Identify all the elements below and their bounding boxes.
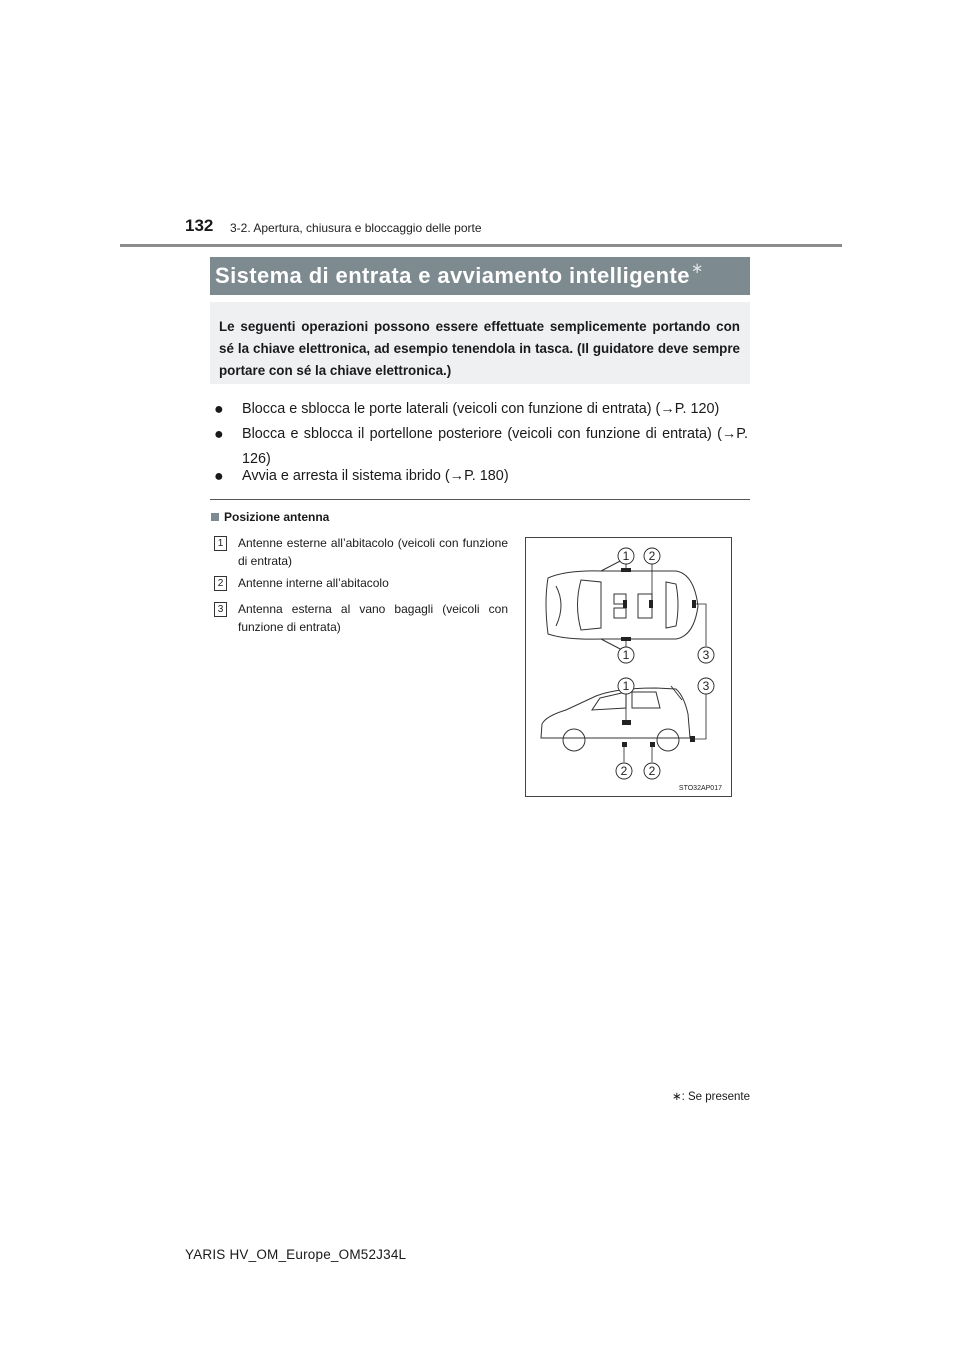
antenna-marker-3 [692,600,696,608]
antenna-figure [525,537,732,797]
legend-item [214,600,508,636]
antenna-marker-1 [622,720,631,725]
antenna-marker-2 [622,742,627,747]
page-number: 132 [185,216,214,235]
page-title: Sistema di entrata e avviamento intelligente [215,263,690,288]
footnote: ∗: Se presente [671,1091,750,1103]
legend-number: 3 [214,602,227,617]
figure-code: STO32AP017 [678,785,722,792]
car-top-view-outline [546,571,698,639]
bullet-icon: ● [214,468,224,485]
antenna-marker-1 [621,568,631,572]
bullet-icon: ● [214,401,224,418]
bullet-text: Blocca e sblocca le porte laterali (veicoli con funzione di entrata) (→P. 120) [242,401,720,417]
legend-number: 2 [214,576,227,591]
header-rule [120,244,842,247]
square-bullet-icon [211,513,219,521]
section-divider [210,499,750,500]
antenna-marker-2 [650,742,655,747]
car-antenna-diagram [526,538,731,796]
legend-text: Antenne interne all’abitacolo [238,576,389,590]
legend-number: 1 [214,536,227,551]
car-top-seat [614,608,626,618]
bullet-text: Avvia e arresta il sistema ibrido (→P. 180) [242,468,509,484]
antenna-marker-3 [690,736,695,742]
car-front-wheel [563,729,585,751]
subsection-heading-text: Posizione antenna [224,510,330,524]
car-side-antenna-line [671,686,682,700]
bullet-item [214,464,748,489]
section-title: 3-2. Apertura, chiusura e bloccaggio delle porte [230,221,482,235]
callout-number: 3 [702,679,710,693]
bullet-text: Blocca e sblocca il portellone posteriore (veicoli con funzione di entrata) (→P. 126) [242,426,748,467]
callout-number: 1 [622,679,630,693]
subsection-heading [211,510,329,524]
intro-box: Le seguenti operazioni possono essere effettuate semplicemente portando con sé la chiave elettronica, ad esempio tenendola in tasca. (Il guidatore deve sempre portare con sé la chiave elettronica.) [210,302,750,384]
antenna-marker-2 [623,600,627,608]
car-top-windshield [578,580,602,630]
title-asterisk: ∗ [690,260,704,277]
leader-line [695,694,706,739]
legend-item [214,574,508,592]
bullet-item [214,397,748,422]
callout-number: 2 [648,549,656,563]
legend-text: Antenna esterna al vano bagagli (veicoli con funzione di entrata) [238,602,508,634]
callout-number: 2 [620,764,628,778]
title-bar [210,257,750,295]
car-side-front-window [592,692,626,710]
callout-number: 1 [622,549,630,563]
car-side-view-outline [541,688,690,738]
bullet-icon: ● [214,426,224,443]
callout-number: 3 [702,648,710,662]
callout-number: 1 [622,648,630,662]
legend-text: Antenne esterne all’abitacolo (veicoli con funzione di entrata) [238,536,508,568]
car-top-hood-line [556,586,561,626]
footer-code: YARIS HV_OM_Europe_OM52J34L [185,1247,407,1262]
car-side-rear-window [632,692,660,708]
callout-number: 2 [648,764,656,778]
car-top-rear-window [666,582,678,628]
antenna-marker-1 [621,637,631,641]
car-rear-wheel [657,729,679,751]
antenna-marker-2 [649,600,653,608]
legend-item [214,534,508,570]
